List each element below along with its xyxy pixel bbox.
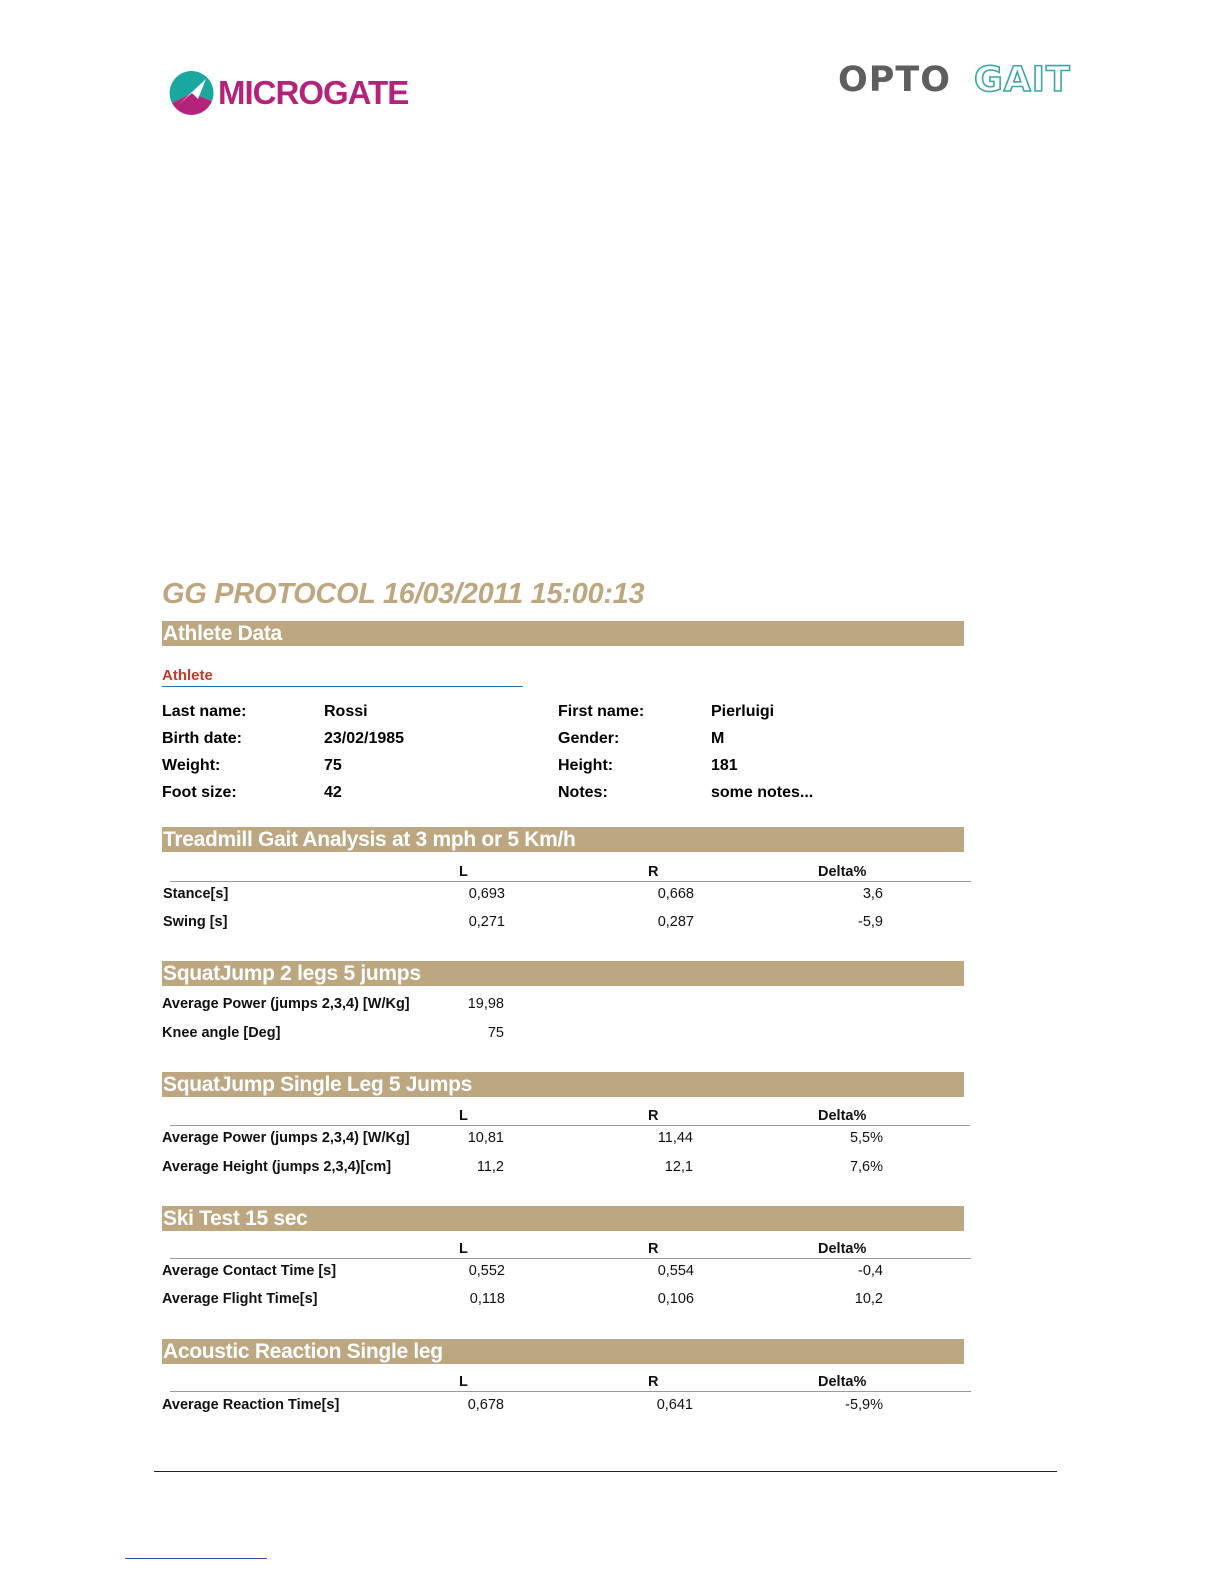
row-value-delta: 10,2 xyxy=(854,1291,883,1307)
microgate-emblem-icon xyxy=(168,69,216,117)
height-value: 181 xyxy=(711,757,738,774)
row-value-l: 0,271 xyxy=(468,914,505,930)
col-header-r: R xyxy=(648,1241,659,1257)
athlete-subheader: Athlete xyxy=(162,667,213,684)
microgate-logo xyxy=(168,68,408,118)
row-value: 19,98 xyxy=(467,996,504,1012)
section-header-athlete-data: Athlete Data xyxy=(162,621,964,646)
row-label: Swing [s] xyxy=(163,914,228,930)
first-name-label: First name: xyxy=(558,703,645,720)
table-header-rule xyxy=(170,1125,970,1126)
svg-text:GAIT: GAIT xyxy=(974,60,1071,96)
col-header-l: L xyxy=(459,1108,468,1124)
section-header-ski-test: Ski Test 15 sec xyxy=(162,1206,964,1231)
row-label: Average Reaction Time[s] xyxy=(162,1397,340,1413)
microgate-wordmark xyxy=(218,74,408,112)
gender-label: Gender: xyxy=(558,730,620,747)
report-title: GG PROTOCOL 16/03/2011 15:00:13 xyxy=(162,578,645,610)
col-header-r: R xyxy=(648,864,659,880)
row-label: Stance[s] xyxy=(163,886,229,902)
col-header-delta: Delta% xyxy=(818,864,867,880)
optogait-wordmark xyxy=(838,60,1086,96)
row-label: Average Contact Time [s] xyxy=(162,1263,337,1279)
col-header-l: L xyxy=(459,1374,468,1390)
height-label: Height: xyxy=(558,757,614,774)
row-value: 75 xyxy=(487,1025,504,1041)
row-label: Average Power (jumps 2,3,4) [W/Kg] xyxy=(162,1130,410,1146)
col-header-l: L xyxy=(459,864,468,880)
optogait-logo xyxy=(838,60,1086,101)
col-header-delta: Delta% xyxy=(818,1241,867,1257)
row-value-l: 11,2 xyxy=(476,1159,504,1175)
section-header-treadmill: Treadmill Gait Analysis at 3 mph or 5 Km/h xyxy=(162,827,964,852)
row-value-l: 10,81 xyxy=(467,1130,504,1146)
row-value-delta: 5,5% xyxy=(849,1130,883,1146)
row-label: Average Power (jumps 2,3,4) [W/Kg] xyxy=(162,996,410,1012)
table-header-rule xyxy=(170,1391,971,1392)
section-header-squatjump-2-legs: SquatJump 2 legs 5 jumps xyxy=(162,961,964,986)
row-value-l: 0,552 xyxy=(468,1263,505,1279)
col-header-r: R xyxy=(648,1374,659,1390)
row-value-delta: -5,9% xyxy=(845,1397,883,1413)
weight-label: Weight: xyxy=(162,757,221,774)
row-value-l: 0,678 xyxy=(467,1397,504,1413)
last-name-value: Rossi xyxy=(324,703,368,720)
row-value-delta: 7,6% xyxy=(849,1159,883,1175)
row-value-l: 0,118 xyxy=(469,1291,505,1307)
col-header-delta: Delta% xyxy=(818,1108,867,1124)
row-value-r: 0,106 xyxy=(657,1291,694,1307)
last-name-label: Last name: xyxy=(162,703,247,720)
first-name-value: Pierluigi xyxy=(711,703,775,720)
col-header-delta: Delta% xyxy=(818,1374,867,1390)
microgate-wordmark-text: MICROGATE xyxy=(218,74,409,111)
table-header-rule xyxy=(170,1258,971,1259)
notes-label: Notes: xyxy=(558,784,608,801)
foot-size-label: Foot size: xyxy=(162,784,237,801)
col-header-l: L xyxy=(459,1241,468,1257)
notes-value: some notes... xyxy=(711,784,814,801)
footer-rule xyxy=(154,1471,1057,1472)
table-header-rule xyxy=(170,881,971,882)
row-value-delta: 3,6 xyxy=(862,886,883,902)
row-label: Knee angle [Deg] xyxy=(162,1025,281,1041)
row-value-r: 0,641 xyxy=(656,1397,693,1413)
foot-size-value: 42 xyxy=(324,784,342,801)
svg-text:OPTO: OPTO xyxy=(838,60,952,96)
row-value-delta: -5,9 xyxy=(858,914,883,930)
gender-value: M xyxy=(711,730,725,747)
weight-value: 75 xyxy=(324,757,342,774)
col-header-r: R xyxy=(648,1108,659,1124)
row-value-l: 0,693 xyxy=(468,886,505,902)
section-header-acoustic-reaction: Acoustic Reaction Single leg xyxy=(162,1339,964,1364)
row-value-delta: -0,4 xyxy=(858,1263,883,1279)
row-label: Average Flight Time[s] xyxy=(162,1291,318,1307)
footer-link-underline[interactable] xyxy=(125,1558,267,1559)
row-value-r: 12,1 xyxy=(664,1159,693,1175)
row-value-r: 0,287 xyxy=(657,914,694,930)
section-header-squatjump-single-leg: SquatJump Single Leg 5 Jumps xyxy=(162,1072,964,1097)
birth-date-label: Birth date: xyxy=(162,730,242,747)
birth-date-value: 23/02/1985 xyxy=(324,730,405,747)
athlete-underline xyxy=(162,686,523,687)
row-label: Average Height (jumps 2,3,4)[cm] xyxy=(162,1159,392,1175)
row-value-r: 0,668 xyxy=(657,886,694,902)
row-value-r: 11,44 xyxy=(657,1130,693,1146)
row-value-r: 0,554 xyxy=(657,1263,694,1279)
